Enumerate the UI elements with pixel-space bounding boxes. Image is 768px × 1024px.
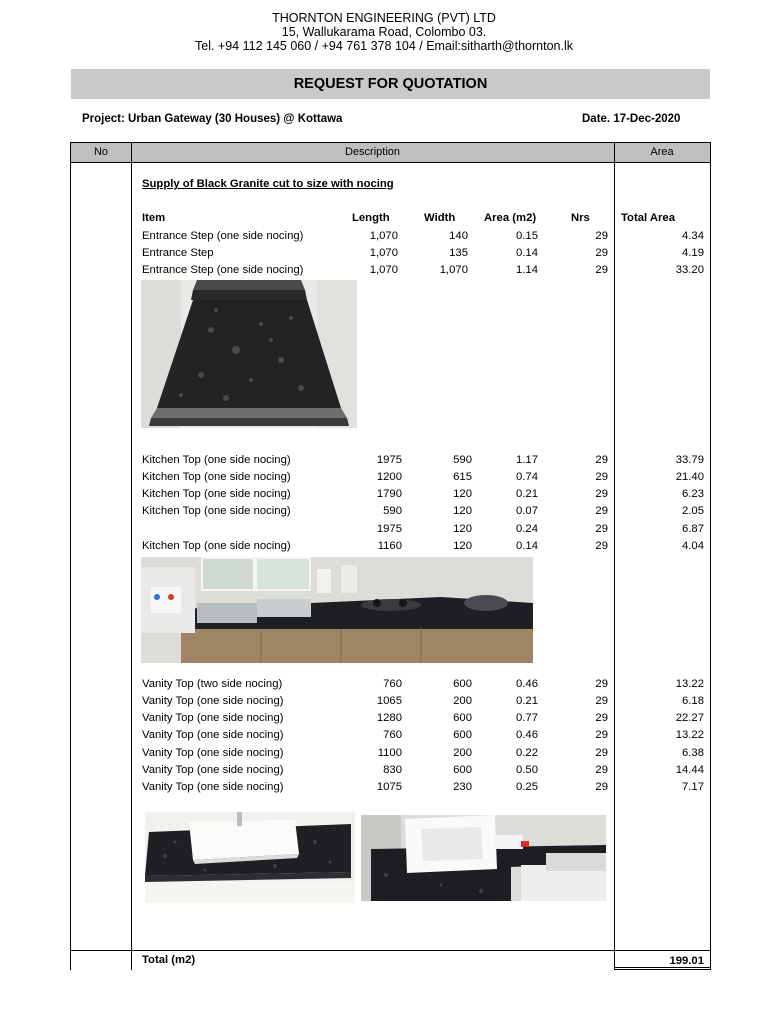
item-cell: Kitchen Top (one side nocing) bbox=[142, 454, 291, 466]
area-cell: 0.07 bbox=[516, 505, 538, 517]
area-cell: 0.22 bbox=[516, 747, 538, 759]
item-cell: Vanity Top (one side nocing) bbox=[142, 712, 284, 724]
item-cell: Vanity Top (one side nocing) bbox=[142, 764, 284, 776]
length-cell: 760 bbox=[383, 678, 402, 690]
total-cell: 6.38 bbox=[682, 747, 704, 759]
width-cell: 135 bbox=[449, 247, 468, 259]
total-cell: 4.04 bbox=[682, 540, 704, 552]
total-cell: 13.22 bbox=[675, 729, 704, 741]
company-address: 15, Wallukarama Road, Colombo 03. bbox=[281, 25, 487, 39]
company-name: THORNTON ENGINEERING (PVT) LTD bbox=[272, 11, 496, 25]
length-cell: 1,070 bbox=[369, 230, 398, 242]
col-nrs-heading: Nrs bbox=[571, 212, 590, 224]
nrs-cell: 29 bbox=[595, 678, 608, 690]
nrs-cell: 29 bbox=[595, 695, 608, 707]
width-cell: 615 bbox=[453, 471, 472, 483]
item-cell: Kitchen Top (one side nocing) bbox=[142, 488, 291, 500]
nrs-cell: 29 bbox=[595, 471, 608, 483]
area-cell: 0.74 bbox=[516, 471, 538, 483]
col-total-heading: Total Area bbox=[621, 212, 675, 224]
total-cell: 13.22 bbox=[675, 678, 704, 690]
total-cell: 4.34 bbox=[682, 230, 704, 242]
width-cell: 230 bbox=[453, 781, 472, 793]
area-cell: 0.24 bbox=[516, 523, 538, 535]
area-cell: 0.21 bbox=[516, 488, 538, 500]
item-cell: Entrance Step (one side nocing) bbox=[142, 264, 304, 276]
item-cell: Vanity Top (one side nocing) bbox=[142, 747, 284, 759]
total-value: 199.01 bbox=[669, 955, 704, 967]
table-right-border bbox=[710, 142, 711, 970]
area-cell: 0.21 bbox=[516, 695, 538, 707]
total-cell: 22.27 bbox=[675, 712, 704, 724]
total-underline-2 bbox=[614, 969, 711, 970]
total-cell: 4.19 bbox=[682, 247, 704, 259]
length-cell: 1100 bbox=[377, 747, 402, 759]
nrs-cell: 29 bbox=[595, 781, 608, 793]
area-cell: 1.17 bbox=[516, 454, 538, 466]
vanity-top-photo-2 bbox=[361, 815, 606, 901]
header-description: Description bbox=[131, 143, 614, 162]
total-row-border bbox=[70, 950, 711, 951]
nrs-cell: 29 bbox=[595, 505, 608, 517]
item-cell: Vanity Top (one side nocing) bbox=[142, 695, 284, 707]
length-cell: 760 bbox=[383, 729, 402, 741]
width-cell: 120 bbox=[453, 505, 472, 517]
item-cell: Vanity Top (two side nocing) bbox=[142, 678, 283, 690]
width-cell: 200 bbox=[453, 695, 472, 707]
width-cell: 600 bbox=[453, 712, 472, 724]
nrs-cell: 29 bbox=[595, 747, 608, 759]
col-length-heading: Length bbox=[352, 212, 390, 224]
kitchen-top-photo bbox=[141, 557, 533, 663]
header-area: Area bbox=[614, 143, 710, 162]
length-cell: 1160 bbox=[377, 540, 402, 552]
item-cell: Vanity Top (one side nocing) bbox=[142, 729, 284, 741]
width-cell: 590 bbox=[453, 454, 472, 466]
item-cell: Vanity Top (one side nocing) bbox=[142, 781, 284, 793]
width-cell: 600 bbox=[453, 729, 472, 741]
item-cell: Entrance Step bbox=[142, 247, 214, 259]
total-cell: 21.40 bbox=[675, 471, 704, 483]
total-cell: 6.23 bbox=[682, 488, 704, 500]
nrs-cell: 29 bbox=[595, 540, 608, 552]
length-cell: 1280 bbox=[376, 712, 402, 724]
area-cell: 0.46 bbox=[516, 729, 538, 741]
document-title: REQUEST FOR QUOTATION bbox=[71, 69, 710, 99]
area-cell: 0.50 bbox=[516, 764, 538, 776]
col-item-heading: Item bbox=[142, 212, 166, 224]
nrs-cell: 29 bbox=[595, 488, 608, 500]
width-cell: 1,070 bbox=[439, 264, 468, 276]
column-divider-no bbox=[131, 142, 132, 970]
item-cell: Kitchen Top (one side nocing) bbox=[142, 540, 291, 552]
col-area-heading: Area (m2) bbox=[484, 212, 537, 224]
project-label: Project: Urban Gateway (30 Houses) @ Kottawa bbox=[82, 113, 343, 125]
width-cell: 120 bbox=[453, 488, 472, 500]
item-cell: Entrance Step (one side nocing) bbox=[142, 230, 304, 242]
area-cell: 0.77 bbox=[516, 712, 538, 724]
nrs-cell: 29 bbox=[595, 230, 608, 242]
total-cell: 2.05 bbox=[682, 505, 704, 517]
company-contact: Tel. +94 112 145 060 / +94 761 378 104 / Email:sitharth@thornton.lk bbox=[195, 39, 573, 53]
length-cell: 1975 bbox=[376, 523, 402, 535]
total-cell: 14.44 bbox=[675, 764, 704, 776]
area-cell: 0.14 bbox=[516, 247, 538, 259]
section-title: Supply of Black Granite cut to size with nocing bbox=[142, 178, 394, 190]
total-cell: 33.20 bbox=[675, 264, 704, 276]
total-underline-1 bbox=[614, 967, 711, 968]
nrs-cell: 29 bbox=[595, 523, 608, 535]
area-cell: 0.15 bbox=[516, 230, 538, 242]
total-cell: 6.87 bbox=[682, 523, 704, 535]
nrs-cell: 29 bbox=[595, 247, 608, 259]
date-label: Date. 17-Dec-2020 bbox=[582, 113, 681, 125]
width-cell: 140 bbox=[449, 230, 468, 242]
item-cell: Kitchen Top (one side nocing) bbox=[142, 505, 291, 517]
area-cell: 0.46 bbox=[516, 678, 538, 690]
total-label: Total (m2) bbox=[142, 954, 196, 966]
length-cell: 1790 bbox=[376, 488, 402, 500]
nrs-cell: 29 bbox=[595, 264, 608, 276]
item-cell: Kitchen Top (one side nocing) bbox=[142, 471, 291, 483]
length-cell: 1065 bbox=[376, 695, 402, 707]
length-cell: 590 bbox=[383, 505, 402, 517]
area-cell: 1.14 bbox=[516, 264, 538, 276]
total-cell: 7.17 bbox=[682, 781, 704, 793]
entrance-step-photo bbox=[141, 280, 357, 428]
length-cell: 1075 bbox=[376, 781, 402, 793]
length-cell: 1975 bbox=[376, 454, 402, 466]
length-cell: 1,070 bbox=[369, 264, 398, 276]
nrs-cell: 29 bbox=[595, 764, 608, 776]
column-divider-area bbox=[614, 142, 615, 970]
col-width-heading: Width bbox=[424, 212, 456, 224]
table-left-border bbox=[70, 142, 71, 970]
area-cell: 0.14 bbox=[516, 540, 538, 552]
vanity-top-photo-1 bbox=[145, 812, 355, 903]
nrs-cell: 29 bbox=[595, 729, 608, 741]
total-cell: 6.18 bbox=[682, 695, 704, 707]
header-no: No bbox=[71, 143, 131, 162]
length-cell: 1,070 bbox=[369, 247, 398, 259]
total-cell: 33.79 bbox=[675, 454, 704, 466]
nrs-cell: 29 bbox=[595, 712, 608, 724]
length-cell: 830 bbox=[383, 764, 402, 776]
area-cell: 0.25 bbox=[516, 781, 538, 793]
width-cell: 600 bbox=[453, 678, 472, 690]
width-cell: 200 bbox=[453, 747, 472, 759]
nrs-cell: 29 bbox=[595, 454, 608, 466]
width-cell: 600 bbox=[453, 764, 472, 776]
width-cell: 120 bbox=[453, 540, 472, 552]
length-cell: 1200 bbox=[376, 471, 402, 483]
width-cell: 120 bbox=[453, 523, 472, 535]
